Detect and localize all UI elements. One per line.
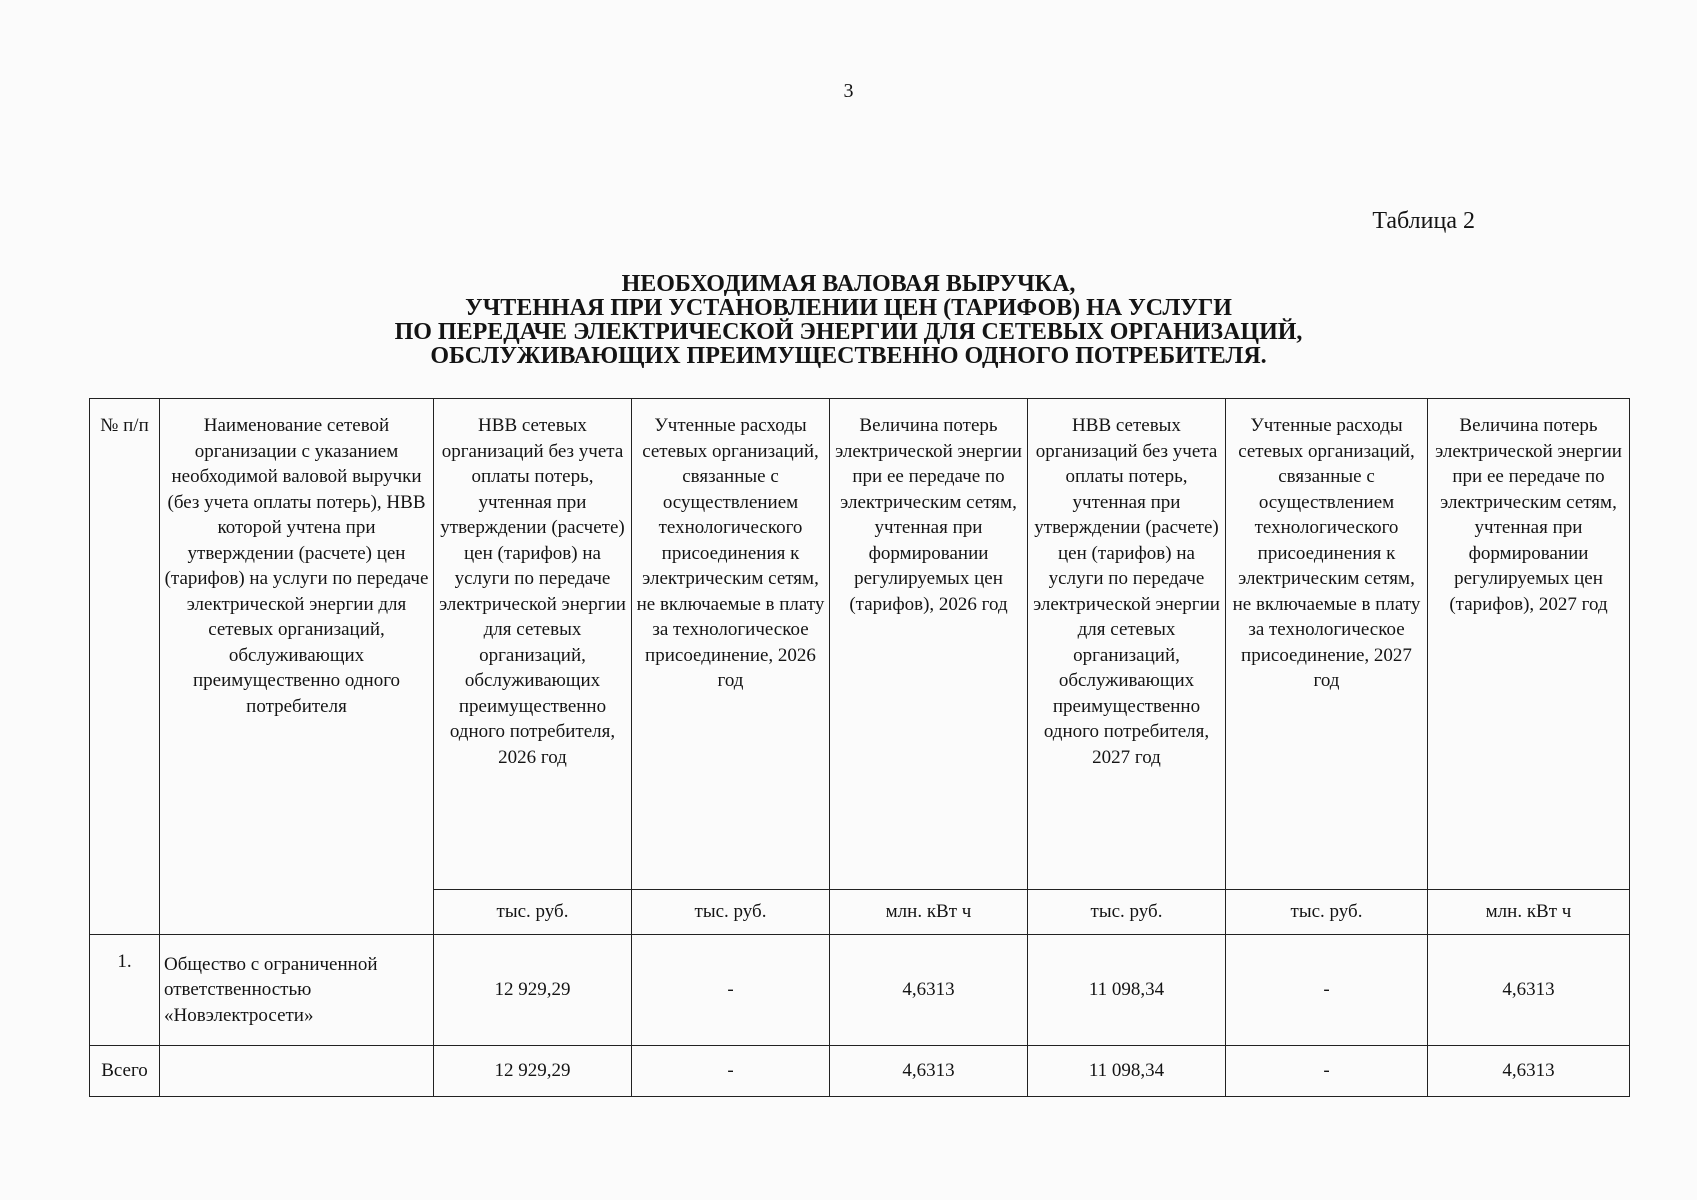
unit-cell: тыс. руб. [1028,890,1226,935]
page-number: 3 [843,80,854,102]
value-cell: 4,6313 [830,935,1028,1046]
unit-cell: тыс. руб. [1226,890,1428,935]
value-cell: 11 098,34 [1028,935,1226,1046]
header-cell-losses-2026: Величина потерь электрической энергии при ее передаче по электрическим сетям, учтенная при формировании регулируемых цен (тарифов), 2026 год [830,399,1028,890]
table-header-row [90,399,1630,890]
header-cell-organization: Наименование сетевой организации с указанием необходимой валовой выручки (без учета оплаты потерь), НВВ которой учтена при утверждении (расчете) цен (тарифов) на услуги по передаче электрической энергии для сетевых организаций, обслуживающих преимущественно одного потребителя [160,399,434,935]
total-value-cell: 4,6313 [830,1046,1028,1097]
unit-cell: тыс. руб. [632,890,830,935]
total-value-cell: - [1226,1046,1428,1097]
total-value-cell: 11 098,34 [1028,1046,1226,1097]
title-line: ОБСЛУЖИВАЮЩИХ ПРЕИМУЩЕСТВЕННО ОДНОГО ПОТРЕБИТЕЛЯ. [430,343,1267,369]
title-line: НЕОБХОДИМАЯ ВАЛОВАЯ ВЫРУЧКА, [621,271,1076,297]
total-name-cell [160,1046,434,1097]
header-cell-losses-2027: Величина потерь электрической энергии при ее передаче по электрическим сетям, учтенная при формировании регулируемых цен (тарифов), 2027 год [1428,399,1630,890]
unit-cell: млн. кВт ч [830,890,1028,935]
unit-cell: тыс. руб. [434,890,632,935]
total-value-cell: 12 929,29 [434,1046,632,1097]
total-value-cell: - [632,1046,830,1097]
title-line: УЧТЕННАЯ ПРИ УСТАНОВЛЕНИИ ЦЕН (ТАРИФОВ) НА УСЛУГИ [465,295,1232,321]
total-label-cell: Всего [90,1046,160,1097]
table-label: Таблица 2 [1372,208,1475,234]
title-line: ПО ПЕРЕДАЧЕ ЭЛЕКТРИЧЕСКОЙ ЭНЕРГИИ ДЛЯ СЕТЕВЫХ ОРГАНИЗАЦИЙ, [394,319,1303,345]
table-title [0,272,1697,368]
row-number-cell: 1. [90,935,160,1046]
table-total-row [90,1046,1630,1097]
header-cell-expenses-2026: Учтенные расходы сетевых организаций, связанные с осуществлением технологического присоединения к электрическим сетям, не включаемые в плату за технологическое присоединение, 2026 год [632,399,830,890]
value-cell: 4,6313 [1428,935,1630,1046]
table-row [90,935,1630,1046]
total-value-cell: 4,6313 [1428,1046,1630,1097]
unit-cell: млн. кВт ч [1428,890,1630,935]
revenue-table [89,398,1630,1097]
organization-name-cell: Общество с ограниченной ответственностью «Новэлектросети» [160,935,434,1046]
header-cell-nvv-2027: НВВ сетевых организаций без учета оплаты потерь, учтенная при утверждении (расчете) цен (тарифов) на услуги по передаче электрической энергии для сетевых организаций, обслуживающих преимущественно одного потребителя, 2027 год [1028,399,1226,890]
value-cell: - [632,935,830,1046]
header-cell-expenses-2027: Учтенные расходы сетевых организаций, связанные с осуществлением технологического присоединения к электрическим сетям, не включаемые в плату за технологическое присоединение, 2027 год [1226,399,1428,890]
header-cell-nvv-2026: НВВ сетевых организаций без учета оплаты потерь, учтенная при утверждении (расчете) цен (тарифов) на услуги по передаче электрической энергии для сетевых организаций, обслуживающих преимущественно одного потребителя, 2026 год [434,399,632,890]
value-cell: - [1226,935,1428,1046]
value-cell: 12 929,29 [434,935,632,1046]
header-cell-number: № п/п [90,399,160,935]
